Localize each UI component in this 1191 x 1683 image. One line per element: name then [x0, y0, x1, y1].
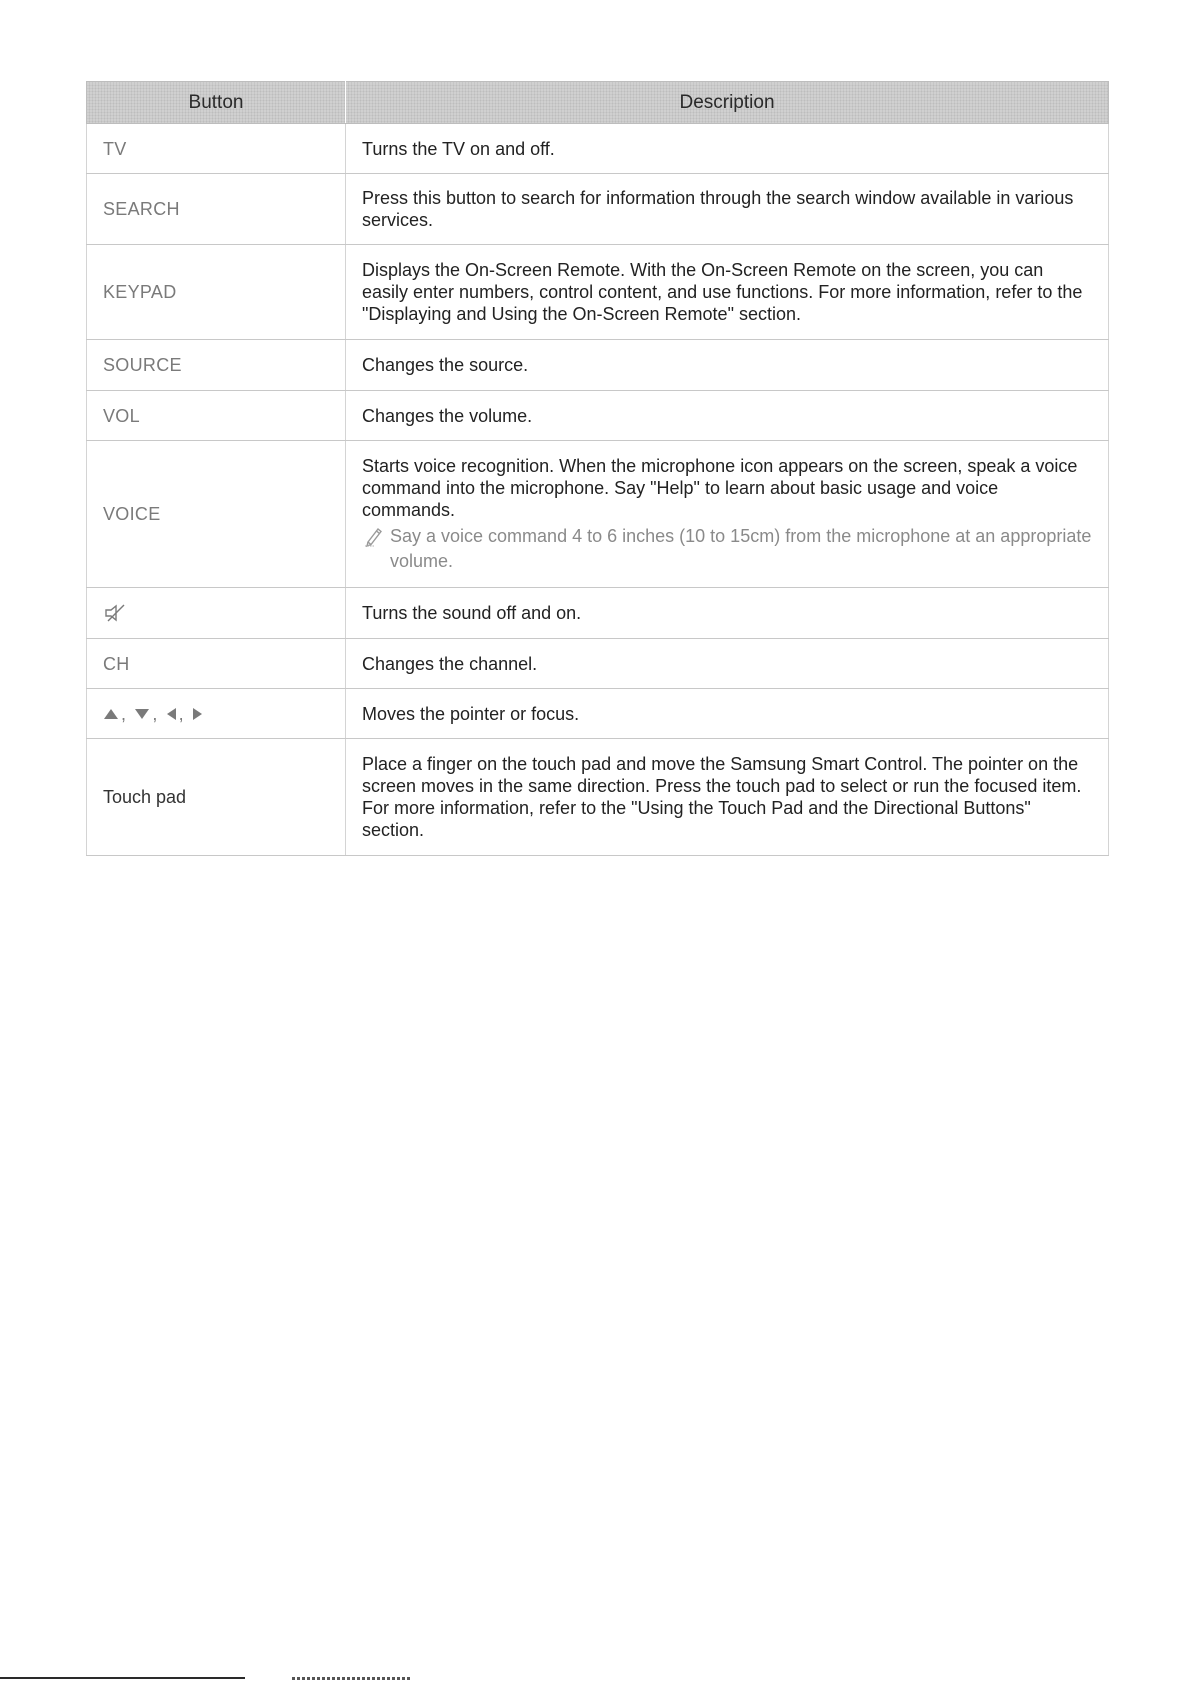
button-name: TV: [87, 124, 346, 174]
table-row: [87, 689, 1109, 739]
header-description: Description: [346, 82, 1109, 124]
button-name: SOURCE: [87, 340, 346, 391]
footer-mark: [292, 1677, 412, 1680]
table-row: [87, 639, 1109, 689]
table-row: [87, 441, 1109, 588]
pencil-note-icon: [362, 524, 386, 548]
voice-note-text: Say a voice command 4 to 6 inches (10 to 15cm) from the microphone at an appropriate volume.: [390, 525, 1092, 571]
button-name: VOICE: [87, 441, 346, 588]
button-name: [87, 588, 346, 639]
button-name: KEYPAD: [87, 245, 346, 340]
voice-note: [362, 524, 1094, 574]
table-row: [87, 245, 1109, 340]
mute-icon: [103, 602, 345, 624]
button-description: Press this button to search for information through the search window available in various services.: [346, 174, 1109, 245]
button-description: Turns the TV on and off.: [346, 124, 1109, 174]
table-row: [87, 588, 1109, 639]
button-name: VOL: [87, 391, 346, 441]
button-name: [87, 689, 346, 739]
table-row: [87, 174, 1109, 245]
table-header-row: [87, 82, 1109, 124]
left-arrow-icon: [166, 707, 177, 721]
header-button: Button: [87, 82, 346, 124]
table-row: [87, 739, 1109, 856]
button-description: Displays the On-Screen Remote. With the On-Screen Remote on the screen, you can easily enter numbers, control content, and use functions. For more information, refer to the "Displaying and Using the On-Screen Remote" section.: [346, 245, 1109, 340]
down-arrow-icon: [134, 708, 150, 720]
table-row: [87, 391, 1109, 441]
right-arrow-icon: [192, 707, 203, 721]
button-description: Place a finger on the touch pad and move the Samsung Smart Control. The pointer on the screen moves in the same direction. Press the touch pad to select or run the focused item. For more information, refer to the "Using the Touch Pad and the Directional Buttons" section.: [346, 739, 1109, 856]
button-name: CH: [87, 639, 346, 689]
button-name: Touch pad: [87, 739, 346, 856]
button-description: Turns the sound off and on.: [346, 588, 1109, 639]
button-description: Changes the source.: [346, 340, 1109, 391]
footer-rule: [0, 1677, 245, 1679]
table-row: [87, 124, 1109, 174]
button-description: Changes the channel.: [346, 639, 1109, 689]
button-description-table: [86, 81, 1109, 856]
table-row: [87, 340, 1109, 391]
button-name: SEARCH: [87, 174, 346, 245]
button-description-cell: [346, 441, 1109, 588]
direction-arrows: , , ,: [103, 703, 203, 725]
button-description: Moves the pointer or focus.: [346, 689, 1109, 739]
up-arrow-icon: [103, 708, 119, 720]
button-description: Changes the volume.: [346, 391, 1109, 441]
button-description: Starts voice recognition. When the microphone icon appears on the screen, speak a voice command into the microphone. Say "Help" to learn about basic usage and voice commands.: [362, 455, 1078, 520]
